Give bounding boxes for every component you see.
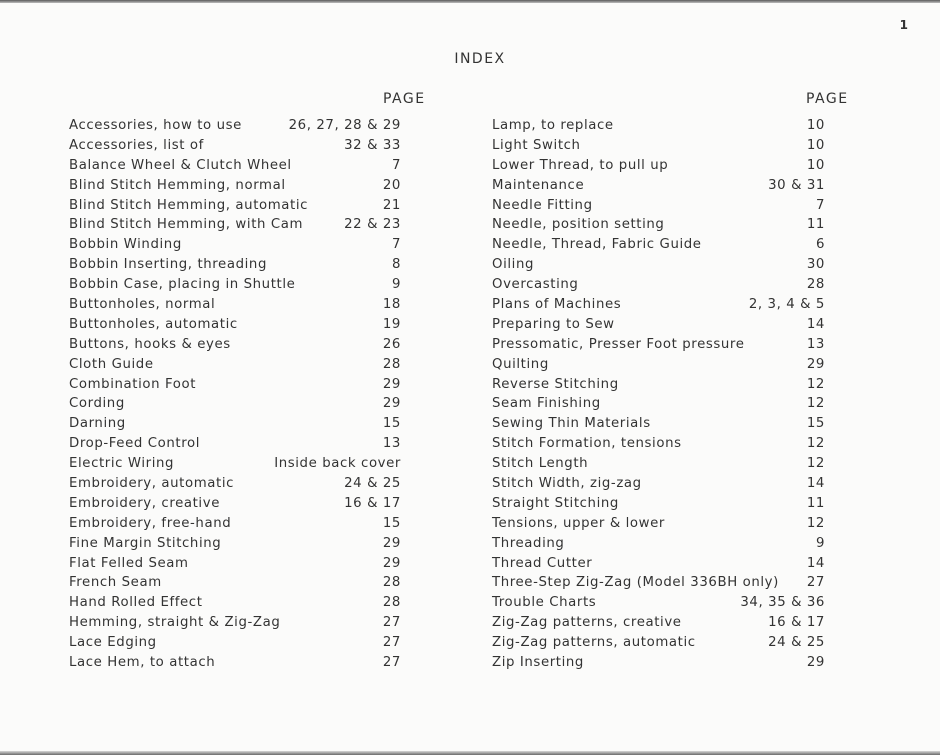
index-entry bbox=[492, 534, 828, 554]
index-entry-label: Buttonholes, normal bbox=[69, 297, 216, 313]
index-entry bbox=[492, 275, 828, 295]
index-entry-pages: 29 bbox=[382, 535, 401, 551]
index-entry-pages: 21 bbox=[382, 197, 401, 213]
index-entry-pages: 11 bbox=[806, 217, 825, 233]
index-entry-label: Stitch Length bbox=[492, 456, 589, 472]
index-entry-pages: 20 bbox=[382, 177, 401, 193]
index-entry-label: Needle, Thread, Fabric Guide bbox=[492, 237, 702, 253]
index-entry bbox=[492, 295, 828, 315]
index-entry-label: Lace Hem, to attach bbox=[69, 655, 216, 671]
index-entry-pages: 24 & 25 bbox=[344, 476, 401, 492]
index-entry bbox=[69, 434, 409, 454]
index-entry bbox=[69, 196, 409, 216]
index-entry-pages: 29 bbox=[382, 396, 401, 412]
index-entry-label: Accessories, how to use bbox=[69, 118, 242, 133]
index-entry-label: Needle, position setting bbox=[492, 217, 665, 233]
index-entry bbox=[69, 275, 409, 295]
index-entry-label: Flat Felled Seam bbox=[69, 555, 189, 571]
index-entry bbox=[492, 116, 828, 136]
index-entry-pages: 29 bbox=[382, 376, 401, 392]
index-entry-label: Needle Fitting bbox=[492, 197, 593, 213]
index-entry-pages: 30 bbox=[806, 257, 825, 273]
index-entry-label: Zip Inserting bbox=[492, 655, 584, 671]
index-entry bbox=[492, 136, 828, 156]
index-entry-pages: 16 & 17 bbox=[768, 615, 825, 631]
index-entry-pages: 24 & 25 bbox=[768, 635, 825, 651]
index-entry-pages: 7 bbox=[815, 197, 825, 213]
index-entry-pages: 2, 3, 4 & 5 bbox=[748, 297, 825, 313]
index-entry bbox=[69, 633, 409, 653]
index-entry bbox=[492, 375, 828, 395]
index-entry-label: Preparing to Sew bbox=[492, 316, 615, 332]
index-entry bbox=[492, 176, 828, 196]
index-entry-label: Blind Stitch Hemming, with Cam bbox=[69, 217, 304, 233]
index-entry bbox=[69, 255, 409, 275]
index-entry-label: Hand Rolled Effect bbox=[69, 595, 203, 611]
index-entry-pages: 26 bbox=[382, 336, 401, 352]
index-entry-label: Buttons, hooks & eyes bbox=[69, 336, 231, 352]
index-entry-label: Lower Thread, to pull up bbox=[492, 157, 669, 173]
index-entry-pages: 22 & 23 bbox=[344, 217, 401, 233]
index-entry-pages: 28 bbox=[382, 356, 401, 372]
index-entry-pages: 28 bbox=[382, 595, 401, 611]
index-entry-pages: 14 bbox=[806, 476, 825, 492]
index-entry bbox=[492, 653, 828, 673]
index-entry-pages: 15 bbox=[382, 416, 401, 432]
index-entry-label: Blind Stitch Hemming, normal bbox=[69, 177, 286, 193]
index-entry-pages: 11 bbox=[806, 495, 825, 511]
index-entry-pages: 27 bbox=[382, 635, 401, 651]
index-entry-pages: 29 bbox=[806, 655, 825, 671]
index-entry-pages: 26, 27, 28 & 29 bbox=[288, 118, 401, 133]
index-entry-label: Bobbin Inserting, threading bbox=[69, 257, 267, 273]
index-entry bbox=[69, 315, 409, 335]
index-entry bbox=[69, 375, 409, 395]
index-entry bbox=[69, 355, 409, 375]
index-entry-pages: 12 bbox=[806, 515, 825, 531]
index-entry-label: Darning bbox=[69, 416, 126, 432]
index-column-right bbox=[492, 116, 828, 673]
page-number: 1 bbox=[899, 18, 908, 32]
index-entry-label: Seam Finishing bbox=[492, 396, 601, 412]
index-entry-pages: 19 bbox=[382, 316, 401, 332]
index-entry-label: Quilting bbox=[492, 356, 549, 372]
index-entry bbox=[492, 613, 828, 633]
index-entry bbox=[69, 514, 409, 534]
index-entry-label: Stitch Width, zig-zag bbox=[492, 476, 642, 492]
index-entry-pages: 34, 35 & 36 bbox=[740, 595, 825, 611]
index-entry bbox=[492, 434, 828, 454]
index-entry bbox=[492, 633, 828, 653]
index-entry bbox=[69, 534, 409, 554]
index-entry-pages: Inside back cover bbox=[274, 456, 401, 472]
page-top-edge bbox=[0, 0, 940, 3]
index-entry bbox=[69, 593, 409, 613]
index-entry bbox=[492, 394, 828, 414]
index-entry-label: Combination Foot bbox=[69, 376, 197, 392]
index-entry-label: Threading bbox=[492, 535, 565, 551]
index-entry-label: Three-Step Zig-Zag (Model 336BH only) bbox=[492, 575, 779, 591]
index-entry bbox=[492, 355, 828, 375]
index-entry-pages: 13 bbox=[382, 436, 401, 452]
index-entry-pages: 27 bbox=[382, 655, 401, 671]
index-entry-label: Thread Cutter bbox=[492, 555, 593, 571]
index-entry-pages: 6 bbox=[815, 237, 825, 253]
index-entry bbox=[492, 593, 828, 613]
index-entry bbox=[492, 335, 828, 355]
index-entry-label: Hemming, straight & Zig-Zag bbox=[69, 615, 281, 631]
index-entry-label: Lamp, to replace bbox=[492, 118, 614, 133]
index-entry-pages: 12 bbox=[806, 376, 825, 392]
index-entry bbox=[492, 554, 828, 574]
index-entry-pages: 13 bbox=[806, 336, 825, 352]
index-entry bbox=[492, 315, 828, 335]
index-entry-label: Embroidery, free-hand bbox=[69, 515, 232, 531]
index-entry bbox=[492, 494, 828, 514]
index-entry-pages: 10 bbox=[806, 157, 825, 173]
index-entry-pages: 14 bbox=[806, 555, 825, 571]
index-entry bbox=[492, 454, 828, 474]
index-entry-label: Reverse Stitching bbox=[492, 376, 619, 392]
index-entry bbox=[69, 613, 409, 633]
index-entry-label: Stitch Formation, tensions bbox=[492, 436, 682, 452]
index-entry bbox=[492, 474, 828, 494]
index-entry-label: Zig-Zag patterns, creative bbox=[492, 615, 682, 631]
index-entry-pages: 28 bbox=[382, 575, 401, 591]
index-entry-pages: 7 bbox=[391, 237, 401, 253]
index-entry-pages: 9 bbox=[391, 277, 401, 293]
index-entry bbox=[69, 494, 409, 514]
index-entry-pages: 27 bbox=[806, 575, 825, 591]
index-entry bbox=[69, 414, 409, 434]
index-entry bbox=[69, 116, 409, 136]
index-entry-pages: 15 bbox=[382, 515, 401, 531]
index-entry bbox=[69, 215, 409, 235]
index-entry-pages: 16 & 17 bbox=[344, 495, 401, 511]
index-entry-pages: 29 bbox=[806, 356, 825, 372]
index-entry-pages: 7 bbox=[391, 157, 401, 173]
index-entry bbox=[69, 394, 409, 414]
index-entry bbox=[492, 414, 828, 434]
index-entry-label: Light Switch bbox=[492, 137, 581, 153]
page-column-heading-left: PAGE bbox=[383, 91, 426, 107]
index-entry-label: French Seam bbox=[69, 575, 162, 591]
index-entry bbox=[492, 573, 828, 593]
index-entry-pages: 10 bbox=[806, 118, 825, 133]
index-entry-label: Sewing Thin Materials bbox=[492, 416, 651, 432]
index-entry-label: Tensions, upper & lower bbox=[492, 515, 665, 531]
index-entry-pages: 12 bbox=[806, 436, 825, 452]
index-entry bbox=[492, 215, 828, 235]
index-entry-label: Straight Stitching bbox=[492, 495, 619, 511]
index-entry-label: Pressomatic, Presser Foot pressure bbox=[492, 336, 745, 352]
index-entry-label: Trouble Charts bbox=[492, 595, 597, 611]
index-entry-label: Electric Wiring bbox=[69, 456, 175, 472]
index-entry bbox=[69, 176, 409, 196]
index-entry bbox=[492, 235, 828, 255]
index-entry bbox=[69, 156, 409, 176]
index-entry-label: Oiling bbox=[492, 257, 535, 273]
page-column-heading-right: PAGE bbox=[806, 91, 849, 107]
index-entry-pages: 27 bbox=[382, 615, 401, 631]
index-entry-pages: 14 bbox=[806, 316, 825, 332]
index-entry-label: Lace Edging bbox=[69, 635, 157, 651]
index-entry-pages: 29 bbox=[382, 555, 401, 571]
index-entry-label: Balance Wheel & Clutch Wheel bbox=[69, 157, 292, 173]
index-entry-label: Cording bbox=[69, 396, 125, 412]
index-entry bbox=[69, 295, 409, 315]
index-entry bbox=[492, 196, 828, 216]
index-entry-label: Overcasting bbox=[492, 277, 579, 293]
index-entry-label: Zig-Zag patterns, automatic bbox=[492, 635, 696, 651]
index-entry-pages: 9 bbox=[815, 535, 825, 551]
index-entry-pages: 12 bbox=[806, 456, 825, 472]
index-entry bbox=[69, 136, 409, 156]
index-entry bbox=[69, 235, 409, 255]
index-entry-label: Buttonholes, automatic bbox=[69, 316, 238, 332]
index-entry bbox=[69, 474, 409, 494]
index-entry-pages: 8 bbox=[391, 257, 401, 273]
index-entry bbox=[492, 255, 828, 275]
index-entry bbox=[492, 514, 828, 534]
index-entry bbox=[69, 335, 409, 355]
index-entry-label: Bobbin Winding bbox=[69, 237, 182, 253]
index-entry-label: Accessories, list of bbox=[69, 137, 204, 153]
index-entry bbox=[69, 454, 409, 474]
index-entry-label: Embroidery, automatic bbox=[69, 476, 235, 492]
page-title: INDEX bbox=[454, 51, 506, 67]
index-entry-pages: 12 bbox=[806, 396, 825, 412]
index-entry-pages: 15 bbox=[806, 416, 825, 432]
page-bottom-edge bbox=[0, 751, 940, 755]
index-entry-label: Drop-Feed Control bbox=[69, 436, 201, 452]
index-entry-label: Bobbin Case, placing in Shuttle bbox=[69, 277, 296, 293]
index-entry-label: Fine Margin Stitching bbox=[69, 535, 222, 551]
index-entry-label: Maintenance bbox=[492, 177, 585, 193]
index-column-left bbox=[69, 116, 409, 673]
index-entry-pages: 28 bbox=[806, 277, 825, 293]
index-entry-label: Cloth Guide bbox=[69, 356, 154, 372]
index-entry bbox=[69, 573, 409, 593]
index-entry bbox=[492, 156, 828, 176]
index-entry-pages: 30 & 31 bbox=[768, 177, 825, 193]
index-entry bbox=[69, 653, 409, 673]
index-entry-pages: 10 bbox=[806, 137, 825, 153]
index-entry bbox=[69, 554, 409, 574]
index-entry-label: Blind Stitch Hemming, automatic bbox=[69, 197, 309, 213]
index-entry-pages: 18 bbox=[382, 297, 401, 313]
index-entry-label: Embroidery, creative bbox=[69, 495, 220, 511]
index-entry-label: Plans of Machines bbox=[492, 297, 622, 313]
index-entry-pages: 32 & 33 bbox=[344, 137, 401, 153]
